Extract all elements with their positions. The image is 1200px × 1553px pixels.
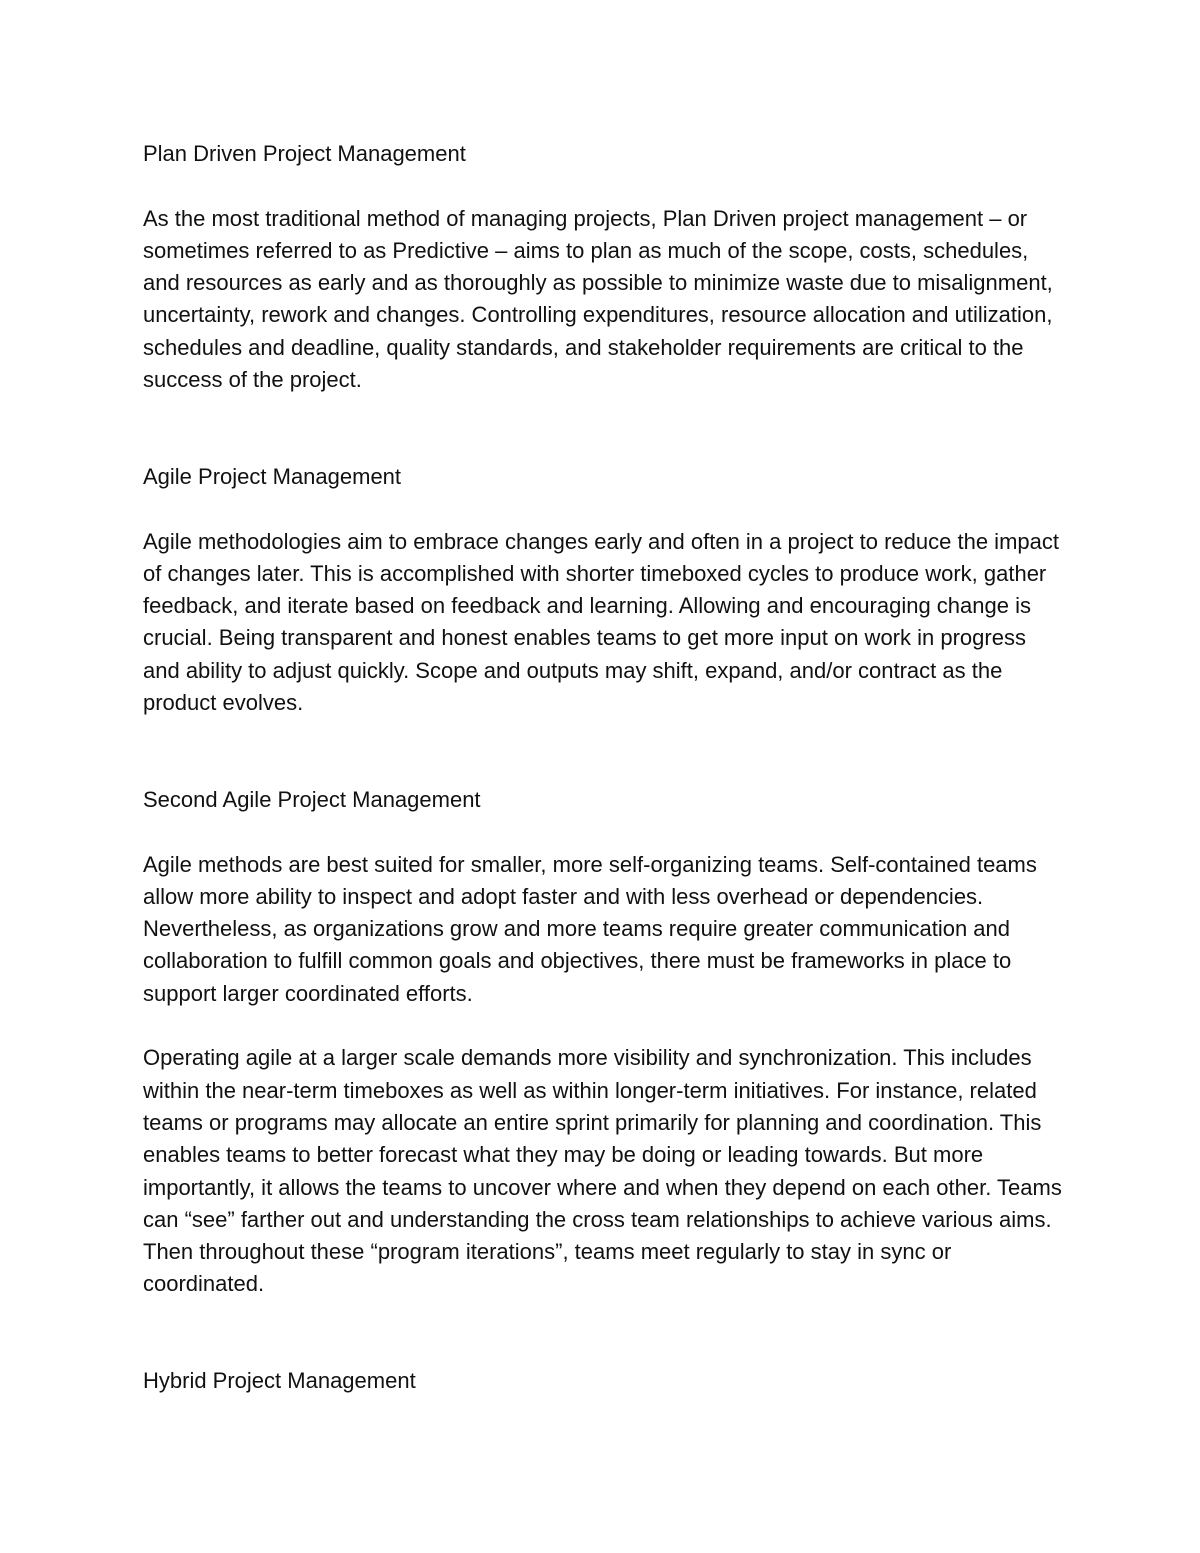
spacer (143, 493, 1068, 525)
spacer (143, 1301, 1068, 1366)
section-title-second-agile: Second Agile Project Management (143, 786, 481, 812)
spacer (143, 170, 1068, 202)
section-title-hybrid: Hybrid Project Management (143, 1368, 416, 1394)
spacer (143, 816, 1068, 848)
section-title-agile: Agile Project Management (143, 463, 402, 489)
spacer (143, 1010, 1068, 1042)
spacer (143, 396, 1068, 461)
paragraph-agile: Agile methodologies aim to embrace changes early and often in a project to reduce the impact of changes later. This is accomplished with shorter timeboxed cycles to produce work, gather feedback, and iterate based on feedback and learning. Allowing and encouraging change is crucial. Being transparent and honest enables teams to get more input on work in progress and ability to adjust quickly. Scope and outputs may shift, expand, and/or contract as the product evolves. (143, 528, 1059, 716)
paragraph-plan-driven: As the most traditional method of managing projects, Plan Driven project management – or sometimes referred to as Predictive – aims to plan as much of the scope, costs, schedules, and resources as early and as thoroughly as possible to minimize waste due to misalignment, uncertainty, rework and changes. Controlling expenditures, resource allocation and utilization, schedules and deadline, quality standards, and stakeholder requirements are critical to the success of the project. (143, 205, 1053, 393)
section-title-plan-driven: Plan Driven Project Management (143, 141, 466, 166)
paragraph-second-agile-1: Agile methods are best suited for smaller, more self-organizing teams. Self-contained teams allow more ability to inspect and adopt faster and with less overhead or dependencies. Nevertheless, as organizations grow and more teams require greater communication and collaboration to fulfill common goals and objectives, there must be frameworks in place to support larger coordinated efforts. (143, 851, 1037, 1006)
document-body (143, 138, 1068, 1398)
paragraph-second-agile-2: Operating agile at a larger scale demands more visibility and synchronization. This includes within the near-term timeboxes as well as within longer-term initiatives. For instance, related teams or programs may allocate an entire sprint primarily for planning and coordination. This enables teams to better forecast what they may be doing or leading towards. But more importantly, it allows the teams to uncover where and when they depend on each other. Teams can “see” farther out and understanding the cross team relationships to achieve various aims. Then throughout these “program iterations”, teams meet regularly to stay in sync or coordinated. (143, 1045, 1062, 1297)
spacer (143, 719, 1068, 784)
